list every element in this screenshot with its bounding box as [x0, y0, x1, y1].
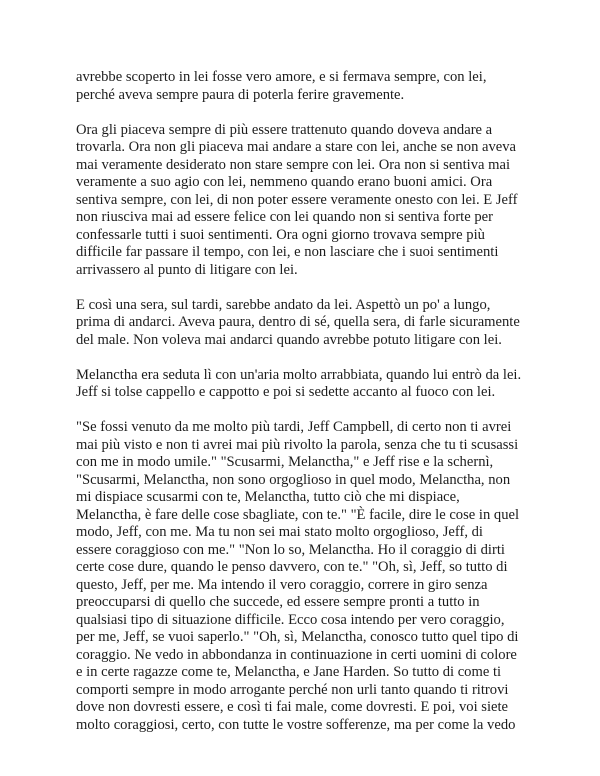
- text-line: qualsiasi tipo di situazione difficile. Ecco cosa intendo per vero coraggio,: [76, 611, 505, 628]
- text-line: "Scusarmi, Melanctha, non sono orgoglioso in quel modo, Melanctha, non: [76, 471, 511, 488]
- text-line: mai veramente desiderato non stare sempre con lei. Ora non si sentiva mai: [76, 156, 511, 173]
- text-line: comporti sempre in modo arrogante perché non urli tanto quando ti ritrovi: [76, 681, 509, 698]
- text-line: mai più visto e non ti avrei mai più rivolto la parola, senza che tu ti scusassi: [76, 436, 519, 453]
- text-line: del male. Non voleva mai andarci quando avrebbe potuto litigare con lei.: [76, 331, 502, 348]
- text-line: e in certe ragazze come te, Melanctha, e Jane Harden. So tutto di come ti: [76, 664, 502, 680]
- text-line: modo, Jeff, con me. Ma tu non sei mai stato molto orgoglioso, Jeff, di: [76, 524, 483, 540]
- text-line: Ora gli piaceva sempre di più essere trattenuto quando doveva andare a: [76, 121, 493, 138]
- text-line: confessarle tutti i suoi sentimenti. Ora ogni giorno trovava sempre più: [76, 226, 485, 243]
- text-line: per me, Jeff, se vuoi saperlo." "Oh, sì, Melanctha, conosco tutto quel tipo di: [76, 629, 519, 645]
- text-line: essere coraggioso con me." "Non lo so, Melanctha. Ho il coraggio di dirti: [76, 541, 505, 558]
- paragraph-3: [76, 297, 536, 350]
- text-line: Jeff si tolse cappello e cappotto e poi si sedette accanto al fuoco con lei.: [76, 384, 496, 400]
- text-line: coraggio. Ne vedo in abbondanza in continuazione in certi uomini di colore: [76, 646, 517, 663]
- text-line: Melanctha era seduta lì con un'aria molto arrabbiata, quando lui entrò da lei.: [76, 366, 522, 383]
- paragraph-5: [76, 419, 536, 734]
- text-line: veramente a suo agio con lei, nemmeno quando erano buoni amici. Ora: [76, 174, 493, 190]
- text-line: certe cose dure, quando le penso davvero, con te." "Oh, sì, Jeff, so tutto di: [76, 559, 508, 575]
- text-line: E così una sera, sul tardi, sarebbe andato da lei. Aspettò un po' a lungo,: [76, 296, 491, 313]
- text-line: dove non dovresti essere, e così ti fai male, come dovresti. E poi, voi siete: [76, 699, 509, 715]
- text-line: perché aveva sempre paura di poterla ferire gravemente.: [76, 86, 405, 103]
- text-line: non riusciva mai ad essere felice con lei quando non si sentiva forte per: [76, 209, 493, 225]
- text-line: "Se fossi venuto da me molto più tardi, Jeff Campbell, di certo non ti avrei: [76, 419, 512, 435]
- document-page: [76, 69, 536, 752]
- text-line: avrebbe scoperto in lei fosse vero amore, e si fermava sempre, con lei,: [76, 69, 487, 85]
- text-line: prima di andarci. Aveva paura, dentro di sé, quella sera, di farle sicuramente: [76, 314, 520, 330]
- text-line: difficile far passare il tempo, con lei, e non lasciare che i suoi sentimenti: [76, 244, 499, 260]
- text-line: questo, Jeff, per me. Ma intendo il vero coraggio, correre in giro senza: [76, 576, 488, 593]
- text-line: preoccuparsi di quello che succede, ed essere sempre pronti a tutto in: [76, 594, 480, 610]
- text-line: mi dispiace scusarmi con te, Melanctha, tutto ciò che mi dispiace,: [76, 489, 460, 505]
- text-line: trovarla. Ora non gli piaceva mai andare a stare con lei, anche se non aveva: [76, 139, 517, 155]
- text-line: sentiva sempre, con lei, di non poter essere veramente onesto con lei. E Jeff: [76, 191, 518, 208]
- paragraph-2: [76, 122, 536, 280]
- text-line: arrivassero al punto di litigare con lei.: [76, 261, 298, 278]
- paragraph-4: [76, 367, 536, 402]
- text-line: molto coraggiosi, certo, con tutte le vostre sofferenze, ma per come la vedo: [76, 716, 516, 733]
- paragraph-1: [76, 69, 536, 104]
- text-line: con me in modo umile." "Scusarmi, Melanctha," e Jeff rise e la schernì,: [76, 454, 494, 470]
- text-line: Melanctha, è fare delle cose sbagliate, con te." "È facile, dire le cose in quel: [76, 506, 520, 523]
